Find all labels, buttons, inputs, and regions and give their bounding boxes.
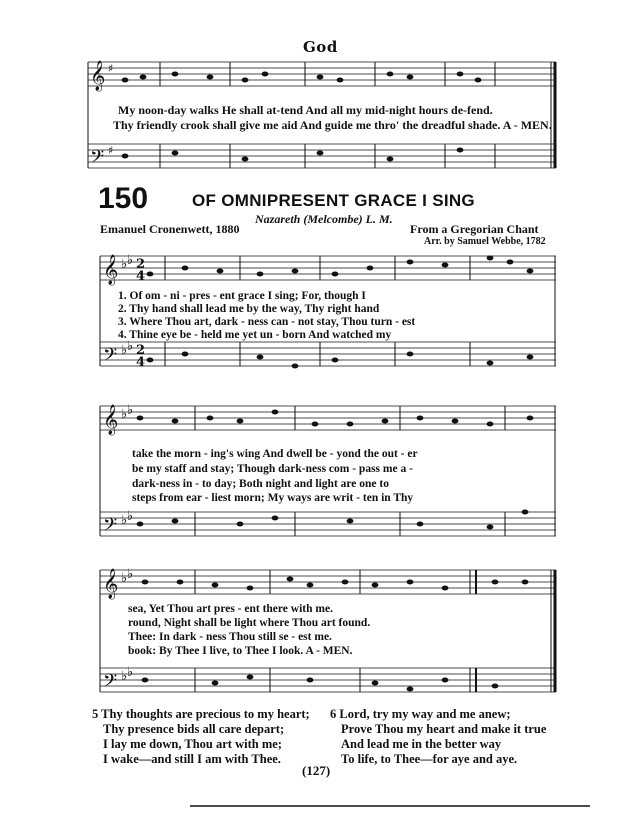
svg-text:𝄢: 𝄢 (103, 515, 118, 540)
system2-verse-4: steps from ear - liest morn; My ways are writ - ten in Thy (132, 492, 414, 504)
svg-text:♭: ♭ (121, 407, 128, 422)
system2-verse-2: be my staff and stay; Though dark-ness com - pass me a - (132, 463, 413, 475)
system1-verse-4: 4. Thine eye be - held me yet un - born And watched my (118, 329, 392, 341)
stanza-6 (330, 707, 546, 767)
svg-text:♭: ♭ (127, 403, 134, 418)
system2-verse-1: take the morn - ing's wing And dwell be - yond the out - er (132, 448, 418, 460)
svg-text:𝄢: 𝄢 (90, 147, 105, 172)
svg-text:2: 2 (136, 343, 146, 358)
stanza-5 (92, 707, 310, 767)
system3-verse-4: book: By Thee I live, to Thee I look. A - MEN. (128, 645, 353, 657)
svg-text:4: 4 (136, 269, 146, 284)
hymn-number: 150 (98, 182, 149, 215)
system3-verse-2: round, Night shall be light where Thou art found. (128, 617, 371, 629)
svg-text:♭: ♭ (127, 509, 134, 524)
stanza-5-line: I lay me down, Thou art with me; (103, 737, 282, 751)
svg-text:♭: ♭ (121, 257, 128, 272)
svg-text:♭: ♭ (121, 669, 128, 684)
svg-text:♯: ♯ (108, 62, 114, 75)
running-title: God (303, 38, 338, 56)
svg-text:𝄢: 𝄢 (103, 345, 118, 370)
svg-text:𝄞: 𝄞 (103, 255, 119, 285)
system1-verse-2: 2. Thy hand shall lead me by the way, Thy right hand (118, 303, 380, 315)
svg-text:♭: ♭ (127, 253, 134, 268)
svg-text:𝄞: 𝄞 (103, 405, 119, 435)
page-number: (127) (302, 763, 331, 778)
stanza-5-line: 5 Thy thoughts are precious to my heart; (92, 707, 310, 721)
svg-text:𝄞: 𝄞 (90, 61, 106, 91)
stanza-6-line: To life, to Thee—for aye and aye. (341, 752, 518, 766)
stanza-6-line: And lead me in the better way (341, 737, 502, 751)
system2-verse-3: dark-ness in - to day; Both night and light are one to (132, 478, 389, 490)
svg-text:♯: ♯ (108, 144, 114, 157)
svg-text:4: 4 (136, 355, 146, 370)
svg-text:♭: ♭ (127, 567, 134, 582)
stanza-6-line: Prove Thou my heart and make it true (341, 722, 547, 736)
system3-verse-1: sea, Yet Thou art pres - ent there with me. (128, 603, 333, 615)
prev-hymn-line-1: My noon-day walks He shall at-tend And all my mid-night hours de-fend. (118, 103, 493, 117)
hymn-source: From a Gregorian Chant (410, 222, 539, 236)
hymn-title: OF OMNIPRESENT GRACE I SING (192, 191, 475, 210)
stanza-5-line: Thy presence bids all care depart; (103, 722, 285, 736)
prev-hymn-line-2: Thy friendly crook shall give me aid And guide me thro' the dreadful shade. A - MEN. (113, 118, 552, 132)
svg-text:♭: ♭ (121, 571, 128, 586)
system1-verse-1: 1. Of om - ni - pres - ent grace I sing; For, though I (118, 290, 366, 302)
svg-text:♭: ♭ (121, 343, 128, 358)
system3-verse-3: Thee: In dark - ness Thou still se - est me. (128, 631, 332, 643)
stanza-6-line: 6 Lord, try my way and me anew; (330, 707, 511, 721)
svg-text:𝄢: 𝄢 (103, 671, 118, 696)
svg-text:♭: ♭ (121, 513, 128, 528)
system1-verse-3: 3. Where Thou art, dark - ness can - not stay, Thou turn - est (118, 316, 416, 328)
svg-text:♭: ♭ (127, 665, 134, 680)
hymn-author: Emanuel Cronenwett, 1880 (100, 222, 240, 236)
hymn-tune: Nazareth (Melcombe) L. M. (255, 212, 393, 226)
stanza-5-line: I wake—and still I am with Thee. (103, 752, 281, 766)
svg-text:♭: ♭ (127, 339, 134, 354)
hymn-arranger: Arr. by Samuel Webbe, 1782 (424, 236, 546, 247)
svg-text:𝄞: 𝄞 (103, 569, 119, 599)
svg-text:2: 2 (136, 257, 146, 272)
